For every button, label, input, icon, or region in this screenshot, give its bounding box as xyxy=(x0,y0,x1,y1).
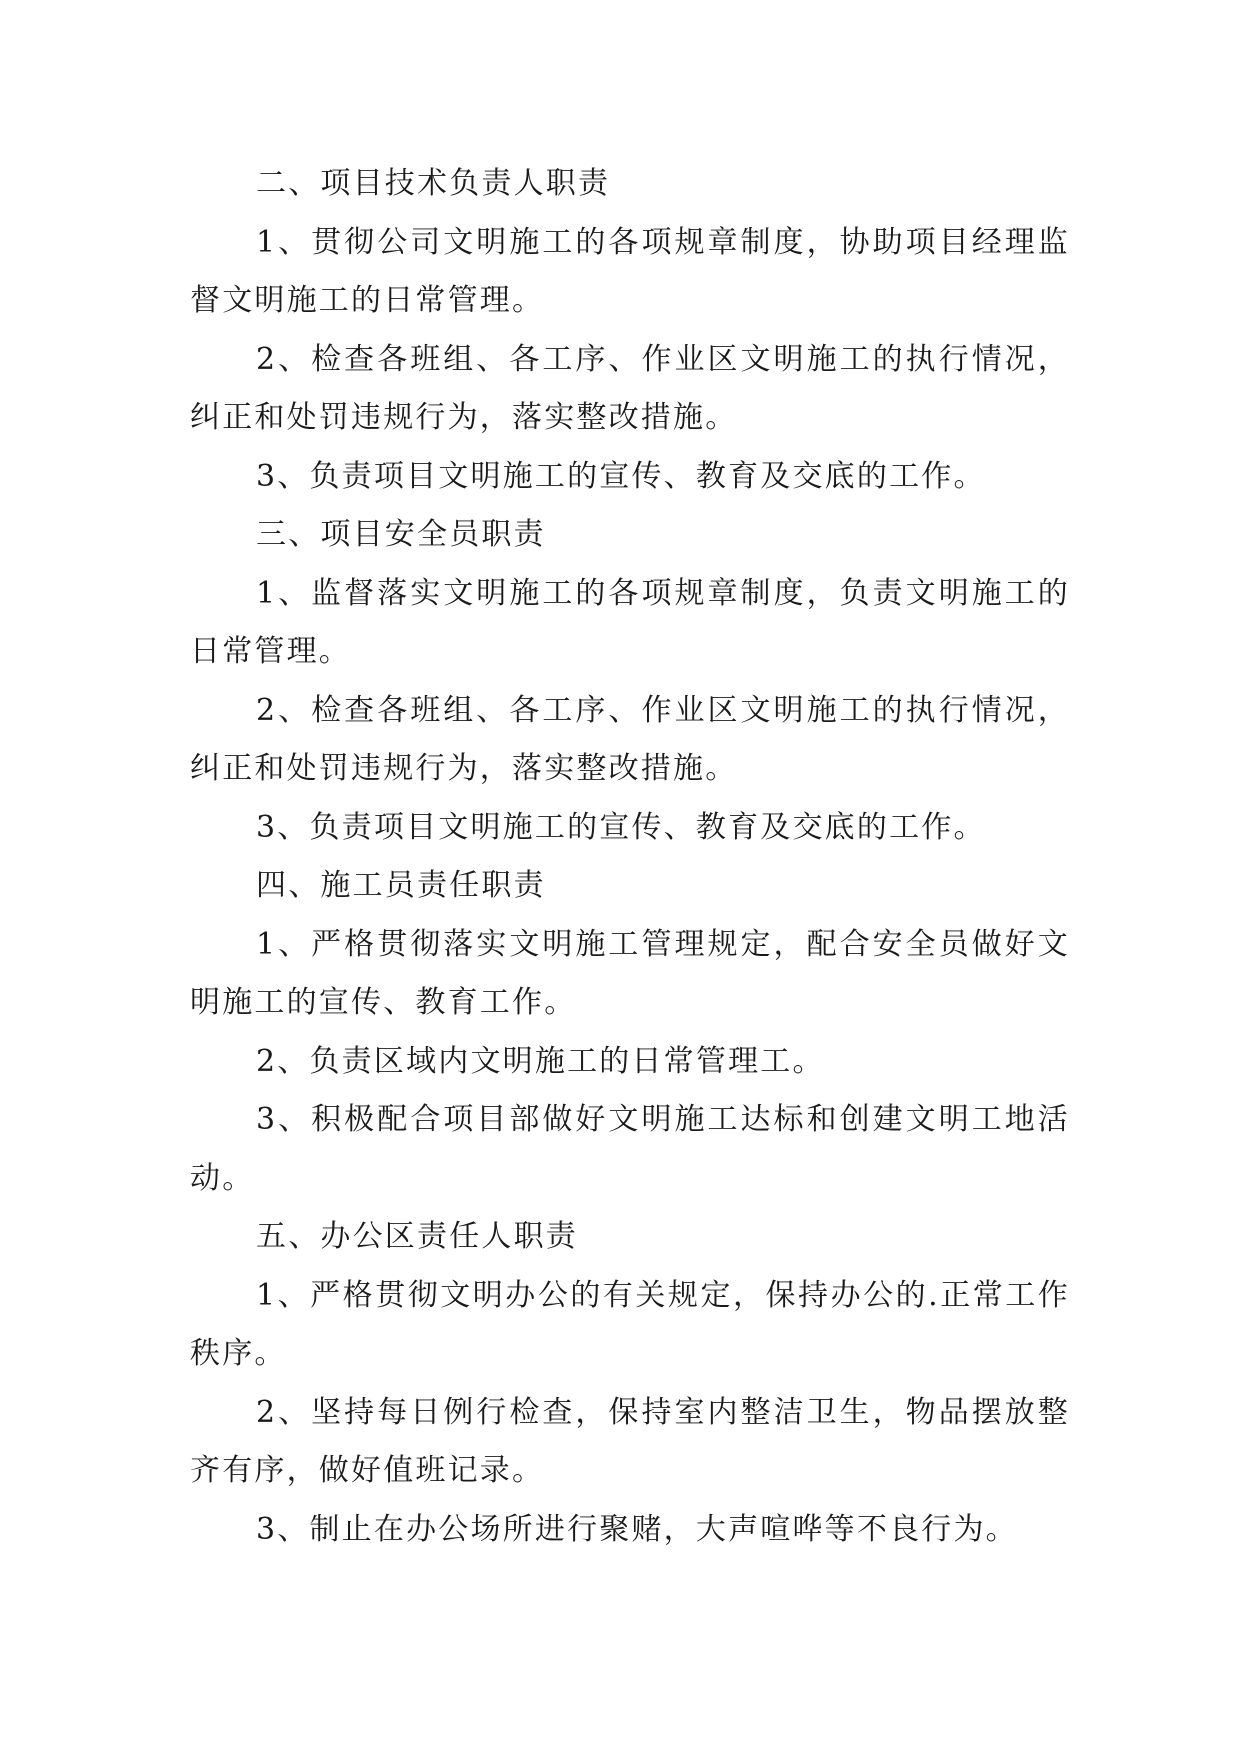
section-heading-5: 五、办公区责任人职责 xyxy=(256,1219,578,1254)
section-heading-3: 三、项目安全员职责 xyxy=(256,517,546,552)
section-5-item-1: 1、严格贯彻文明办公的有关规定，保持办公的.正常工作秩序。 xyxy=(190,1277,1070,1371)
section-3-item-1: 1、监督落实文明施工的各项规章制度，负责文明施工的日常管理。 xyxy=(190,575,1070,669)
section-4-item-1: 1、严格贯彻落实文明施工管理规定，配合安全员做好文明施工的宣传、教育工作。 xyxy=(190,926,1070,1020)
section-heading-2: 二、项目技术负责人职责 xyxy=(256,166,611,201)
section-3-item-2: 2、检查各班组、各工序、作业区文明施工的执行情况，纠正和处罚违规行为，落实整改措施。 xyxy=(190,692,1070,786)
section-2-item-2: 2、检查各班组、各工序、作业区文明施工的执行情况，纠正和处罚违规行为，落实整改措施。 xyxy=(190,341,1070,435)
section-4-item-2: 2、负责区域内文明施工的日常管理工。 xyxy=(256,1043,825,1079)
section-heading-4: 四、施工员责任职责 xyxy=(256,868,546,903)
section-2-item-1: 1、贯彻公司文明施工的各项规章制度，协助项目经理监督文明施工的日常管理。 xyxy=(190,224,1070,318)
section-5-item-3: 3、制止在办公场所进行聚赌，大声喧哗等不良行为。 xyxy=(256,1511,1018,1547)
section-5-item-2: 2、坚持每日例行检查，保持室内整洁卫生，物品摆放整齐有序，做好值班记录。 xyxy=(190,1394,1070,1488)
section-2-item-3: 3、负责项目文明施工的宣传、教育及交底的工作。 xyxy=(256,458,986,494)
section-3-item-3: 3、负责项目文明施工的宣传、教育及交底的工作。 xyxy=(256,809,986,845)
section-4-item-3: 3、积极配合项目部做好文明施工达标和创建文明工地活动。 xyxy=(190,1102,1070,1196)
document-body xyxy=(190,155,1070,1559)
